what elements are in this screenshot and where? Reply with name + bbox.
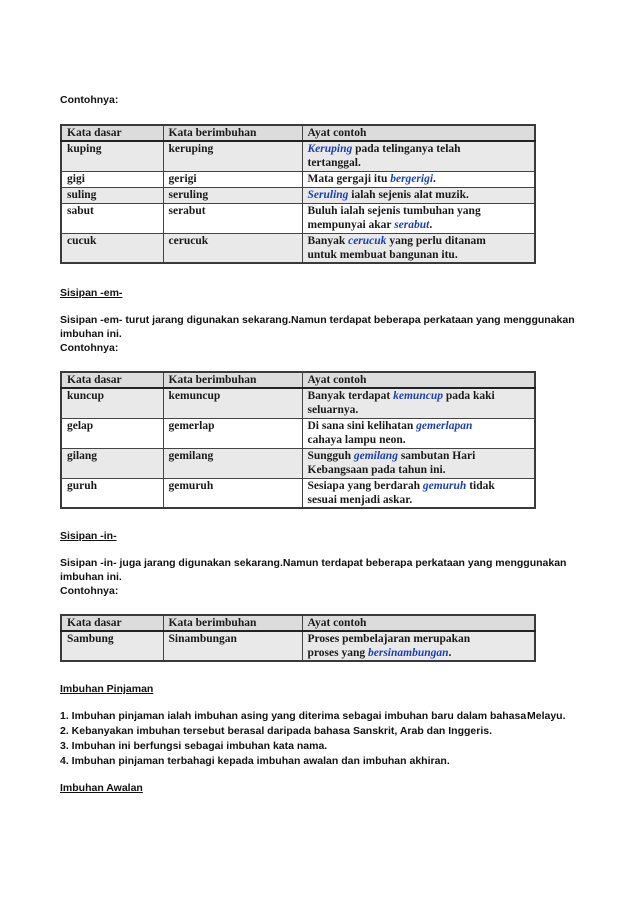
list-item-tail: Melayu.: [527, 710, 566, 722]
table-row: [61, 203, 535, 233]
table-row: [61, 478, 535, 508]
table-header-row: [61, 615, 535, 631]
table-row: [61, 448, 535, 478]
table-header-row: [61, 125, 535, 141]
section-title-imbuhan-awalan: Imbuhan Awalan: [60, 782, 143, 794]
cell-ayat-contoh: Banyak cerucuk yang perlu ditanam untuk membuat bangunan itu.: [302, 233, 535, 263]
cell-kata-dasar: kuncup: [61, 388, 163, 418]
highlighted-word: cerucuk: [348, 234, 387, 247]
header-kata-berimbuhan: Kata berimbuhan: [163, 615, 302, 631]
cell-ayat-contoh: Sungguh gemilang sambutan Hari Kebangsaan pada tahun ini.: [302, 448, 535, 478]
highlighted-word: serabut: [394, 218, 430, 231]
highlighted-word: Seruling: [307, 188, 349, 201]
table-row: [61, 388, 535, 418]
cell-kata-dasar: suling: [61, 187, 163, 203]
table-row: [61, 631, 535, 661]
cell-kata-berimbuhan: keruping: [163, 141, 302, 171]
paragraph-line: Sisipan -em- turut jarang digunakan sekarang.Namun terdapat beberapa perkataan yang menggunakan: [60, 314, 575, 326]
list-item: 4. Imbuhan pinjaman terbahagi kepada imbuhan awalan dan imbuhan akhiran.: [60, 755, 450, 767]
header-kata-dasar: Kata dasar: [61, 372, 163, 388]
paragraph-line: imbuhan ini.: [60, 571, 122, 583]
table-header-row: [61, 372, 535, 388]
highlighted-word: bersinambungan: [368, 647, 449, 659]
table-sisipan-in: [60, 614, 536, 662]
cell-ayat-contoh: Proses pembelajaran merupakan proses yang bersinambungan.: [302, 631, 535, 661]
table-row: [61, 171, 535, 187]
table-sisipan-em: [60, 371, 536, 509]
cell-kata-dasar: gigi: [61, 171, 163, 187]
highlighted-word: gemuruh: [422, 479, 467, 492]
section-title-sisipan-in: Sisipan -in-: [60, 530, 117, 542]
cell-kata-berimbuhan: gemuruh: [163, 478, 302, 508]
cell-kata-dasar: gilang: [61, 448, 163, 478]
cell-kata-dasar: cucuk: [61, 233, 163, 263]
cell-kata-berimbuhan: Sinambungan: [163, 631, 302, 661]
cell-ayat-contoh: Di sana sini kelihatan gemerlapan cahaya lampu neon.: [302, 418, 535, 448]
cell-kata-berimbuhan: serabut: [163, 203, 302, 233]
highlighted-word: gemerlapan: [416, 419, 473, 432]
header-ayat-contoh: Ayat contoh: [302, 372, 535, 388]
table-row: [61, 233, 535, 263]
cell-ayat-contoh: Seruling ialah sejenis alat muzik.: [302, 187, 535, 203]
cell-kata-berimbuhan: kemuncup: [163, 388, 302, 418]
table-row: [61, 187, 535, 203]
header-ayat-contoh: Ayat contoh: [302, 125, 535, 141]
cell-ayat-contoh: Buluh ialah sejenis tumbuhan yang mempunyai akar serabut.: [302, 203, 535, 233]
cell-kata-dasar: Sambung: [61, 631, 163, 661]
highlighted-word: bergerigi: [390, 172, 434, 185]
cell-kata-berimbuhan: cerucuk: [163, 233, 302, 263]
highlighted-word: gemilang: [353, 449, 398, 462]
paragraph-line: Contohnya:: [60, 342, 119, 354]
table-sisipan-er-el: [60, 124, 536, 264]
cell-kata-berimbuhan: seruling: [163, 187, 302, 203]
intro-label: Contohnya:: [60, 94, 119, 106]
section-title-sisipan-em: Sisipan -em-: [60, 287, 123, 299]
highlighted-word: kemuncup: [393, 390, 443, 402]
list-item: 3. Imbuhan ini berfungsi sebagai imbuhan kata nama.: [60, 740, 328, 752]
cell-ayat-contoh: Keruping pada telinganya telah tertanggal.: [302, 141, 535, 171]
section-title-imbuhan-pinjaman: Imbuhan Pinjaman: [60, 683, 154, 695]
header-kata-dasar: Kata dasar: [61, 125, 163, 141]
table-row: [61, 418, 535, 448]
header-kata-berimbuhan: Kata berimbuhan: [163, 372, 302, 388]
paragraph-line: Sisipan -in- juga jarang digunakan sekarang.Namun terdapat beberapa perkataan yang menggunakan: [60, 557, 567, 569]
cell-kata-berimbuhan: gemilang: [163, 448, 302, 478]
cell-kata-dasar: kuping: [61, 141, 163, 171]
cell-kata-berimbuhan: gerigi: [163, 171, 302, 187]
cell-ayat-contoh: Sesiapa yang berdarah gemuruh tidak sesuai menjadi askar.: [302, 478, 535, 508]
list-item: 1. Imbuhan pinjaman ialah imbuhan asing yang diterima sebagai imbuhan baru dalam bahasa: [60, 710, 527, 722]
header-kata-dasar: Kata dasar: [61, 615, 163, 631]
cell-kata-dasar: sabut: [61, 203, 163, 233]
cell-ayat-contoh: Mata gergaji itu bergerigi.: [302, 171, 535, 187]
cell-kata-berimbuhan: gemerlap: [163, 418, 302, 448]
table-row: [61, 141, 535, 171]
header-kata-berimbuhan: Kata berimbuhan: [163, 125, 302, 141]
cell-ayat-contoh: Banyak terdapat kemuncup pada kaki seluarnya.: [302, 388, 535, 418]
highlighted-word: Keruping: [307, 143, 353, 155]
header-ayat-contoh: Ayat contoh: [302, 615, 535, 631]
cell-kata-dasar: guruh: [61, 478, 163, 508]
paragraph-line: Contohnya:: [60, 585, 119, 597]
cell-kata-dasar: gelap: [61, 418, 163, 448]
paragraph-line: imbuhan ini.: [60, 328, 122, 340]
list-item: 2. Kebanyakan imbuhan tersebut berasal daripada bahasa Sanskrit, Arab dan Inggeris.: [60, 725, 493, 737]
